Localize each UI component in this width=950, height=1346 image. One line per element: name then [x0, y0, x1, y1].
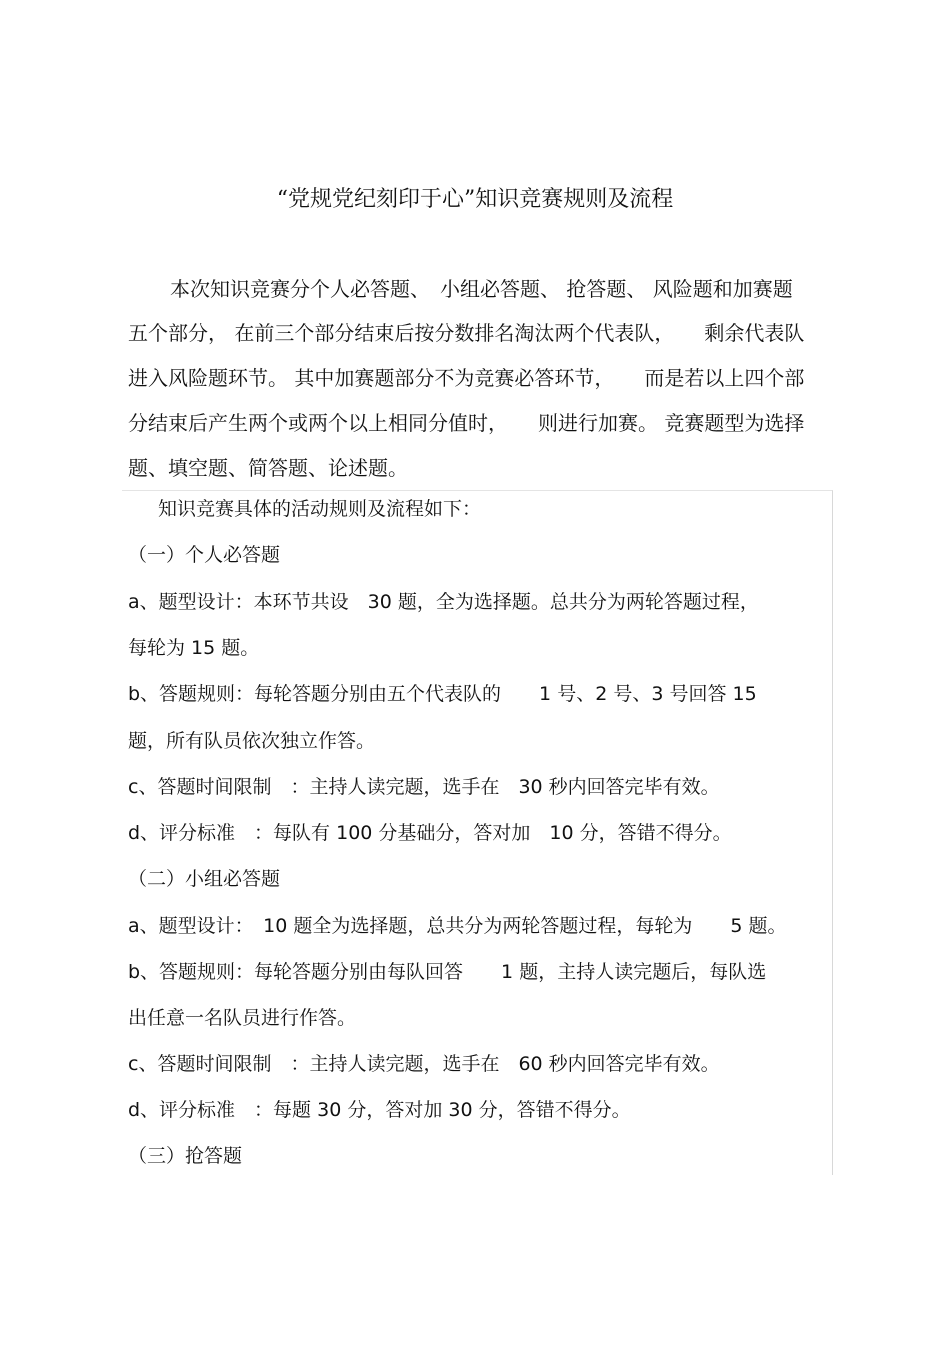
rule-item: c、答题时间限制 ：主持人读完题，选手在 60 秒内回答完毕有效。	[128, 1053, 720, 1075]
rule-item: a、题型设计：本环节共设 30 题，全为选择题。总共分为两轮答题过程，	[128, 591, 759, 613]
intro-paragraph-line: 进入风险题环节。 其中加赛题部分不为竞赛必答环节， 而是若以上四个部	[128, 366, 805, 390]
rules-lead: 知识竞赛具体的活动规则及流程如下：	[158, 498, 482, 520]
intro-paragraph-line: 分结束后产生两个或两个以上相同分值时， 则进行加赛。 竞赛题型为选择	[128, 411, 805, 435]
document-title: “党规党纪刻印于心”知识竞赛规则及流程	[276, 187, 674, 212]
section-heading: （一）个人必答题	[128, 544, 281, 566]
rule-item: 每轮为 15 题。	[128, 637, 260, 659]
section-heading: （三）抢答题	[128, 1145, 243, 1167]
rule-item: 出任意一名队员进行作答。	[128, 1007, 357, 1029]
section-heading: （二）小组必答题	[128, 868, 281, 890]
rule-item: 题，所有队员依次独立作答。	[128, 730, 376, 752]
rule-item: b、答题规则：每轮答题分别由每队回答 1 题，主持人读完题后，每队选	[128, 961, 767, 983]
rule-item: c、答题时间限制 ：主持人读完题，选手在 30 秒内回答完毕有效。	[128, 776, 720, 798]
rule-item: b、答题规则：每轮答题分别由五个代表队的 1 号、2 号、3 号回答 15	[128, 683, 757, 705]
intro-paragraph-line: 题、填空题、简答题、论述题。	[128, 456, 408, 480]
intro-paragraph-line: 本次知识竞赛分个人必答题、 小组必答题、 抢答题、 风险题和加赛题	[170, 277, 793, 301]
rule-item: d、评分标准 ：每队有 100 分基础分，答对加 10 分，答错不得分。	[128, 822, 732, 844]
rule-item: d、评分标准 ：每题 30 分，答对加 30 分，答错不得分。	[128, 1099, 631, 1121]
rule-item: a、题型设计： 10 题全为选择题，总共分为两轮答题过程，每轮为 5 题。	[128, 915, 787, 937]
intro-paragraph-line: 五个部分， 在前三个部分结束后按分数排名淘汰两个代表队， 剩余代表队	[128, 321, 805, 345]
